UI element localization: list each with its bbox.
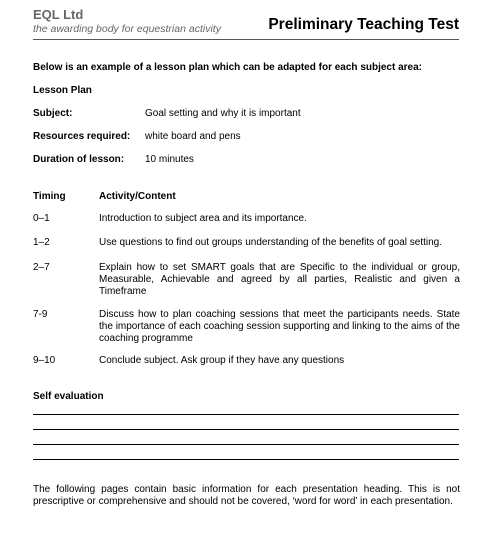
row-timing: 0–1 [33,213,50,224]
field-value-resources: white board and pens [145,131,241,142]
row-timing: 1–2 [33,237,50,248]
field-value-duration: 10 minutes [145,154,194,165]
org-tagline: the awarding body for equestrian activity [33,23,221,35]
writing-line [33,459,459,460]
field-label-subject: Subject: [33,108,73,119]
header-divider [33,39,459,40]
writing-line [33,429,459,430]
footer-note: The following pages contain basic information for each presentation heading. This is not prescriptive or comprehensive and should not be covered, ‘word for word’ in each presentation. [33,484,460,507]
column-header-activity: Activity/Content [99,191,176,202]
intro-text: Below is an example of a lesson plan which can be adapted for each subject area: [33,62,423,73]
lesson-plan-heading: Lesson Plan [33,85,92,96]
field-value-subject: Goal setting and why it is important [145,108,301,119]
field-label-duration: Duration of lesson: [33,154,125,165]
self-evaluation-heading: Self evaluation [33,391,104,402]
row-activity: Discuss how to plan coaching sessions that meet the participants needs. State the importance of each coaching session supporting and linking to the aims of the coaching programme [99,309,460,344]
row-activity: Introduction to subject area and its importance. [99,213,307,224]
row-activity: Explain how to set SMART goals that are Specific to the individual or group, Measurable, Achievable and agreed by all parties, Realistic and given a Timeframe [99,262,460,297]
row-timing: 7-9 [33,309,48,320]
row-timing: 2–7 [33,262,50,273]
row-activity: Conclude subject. Ask group if they have any questions [99,355,345,366]
row-activity: Use questions to find out groups understanding of the benefits of goal setting. [99,237,443,248]
writing-line [33,414,459,415]
org-name: EQL Ltd [33,7,84,22]
writing-line [33,444,459,445]
field-label-resources: Resources required: [33,131,131,142]
document-title: Preliminary Teaching Test [268,16,459,33]
column-header-timing: Timing [33,191,66,202]
row-timing: 9–10 [33,355,56,366]
